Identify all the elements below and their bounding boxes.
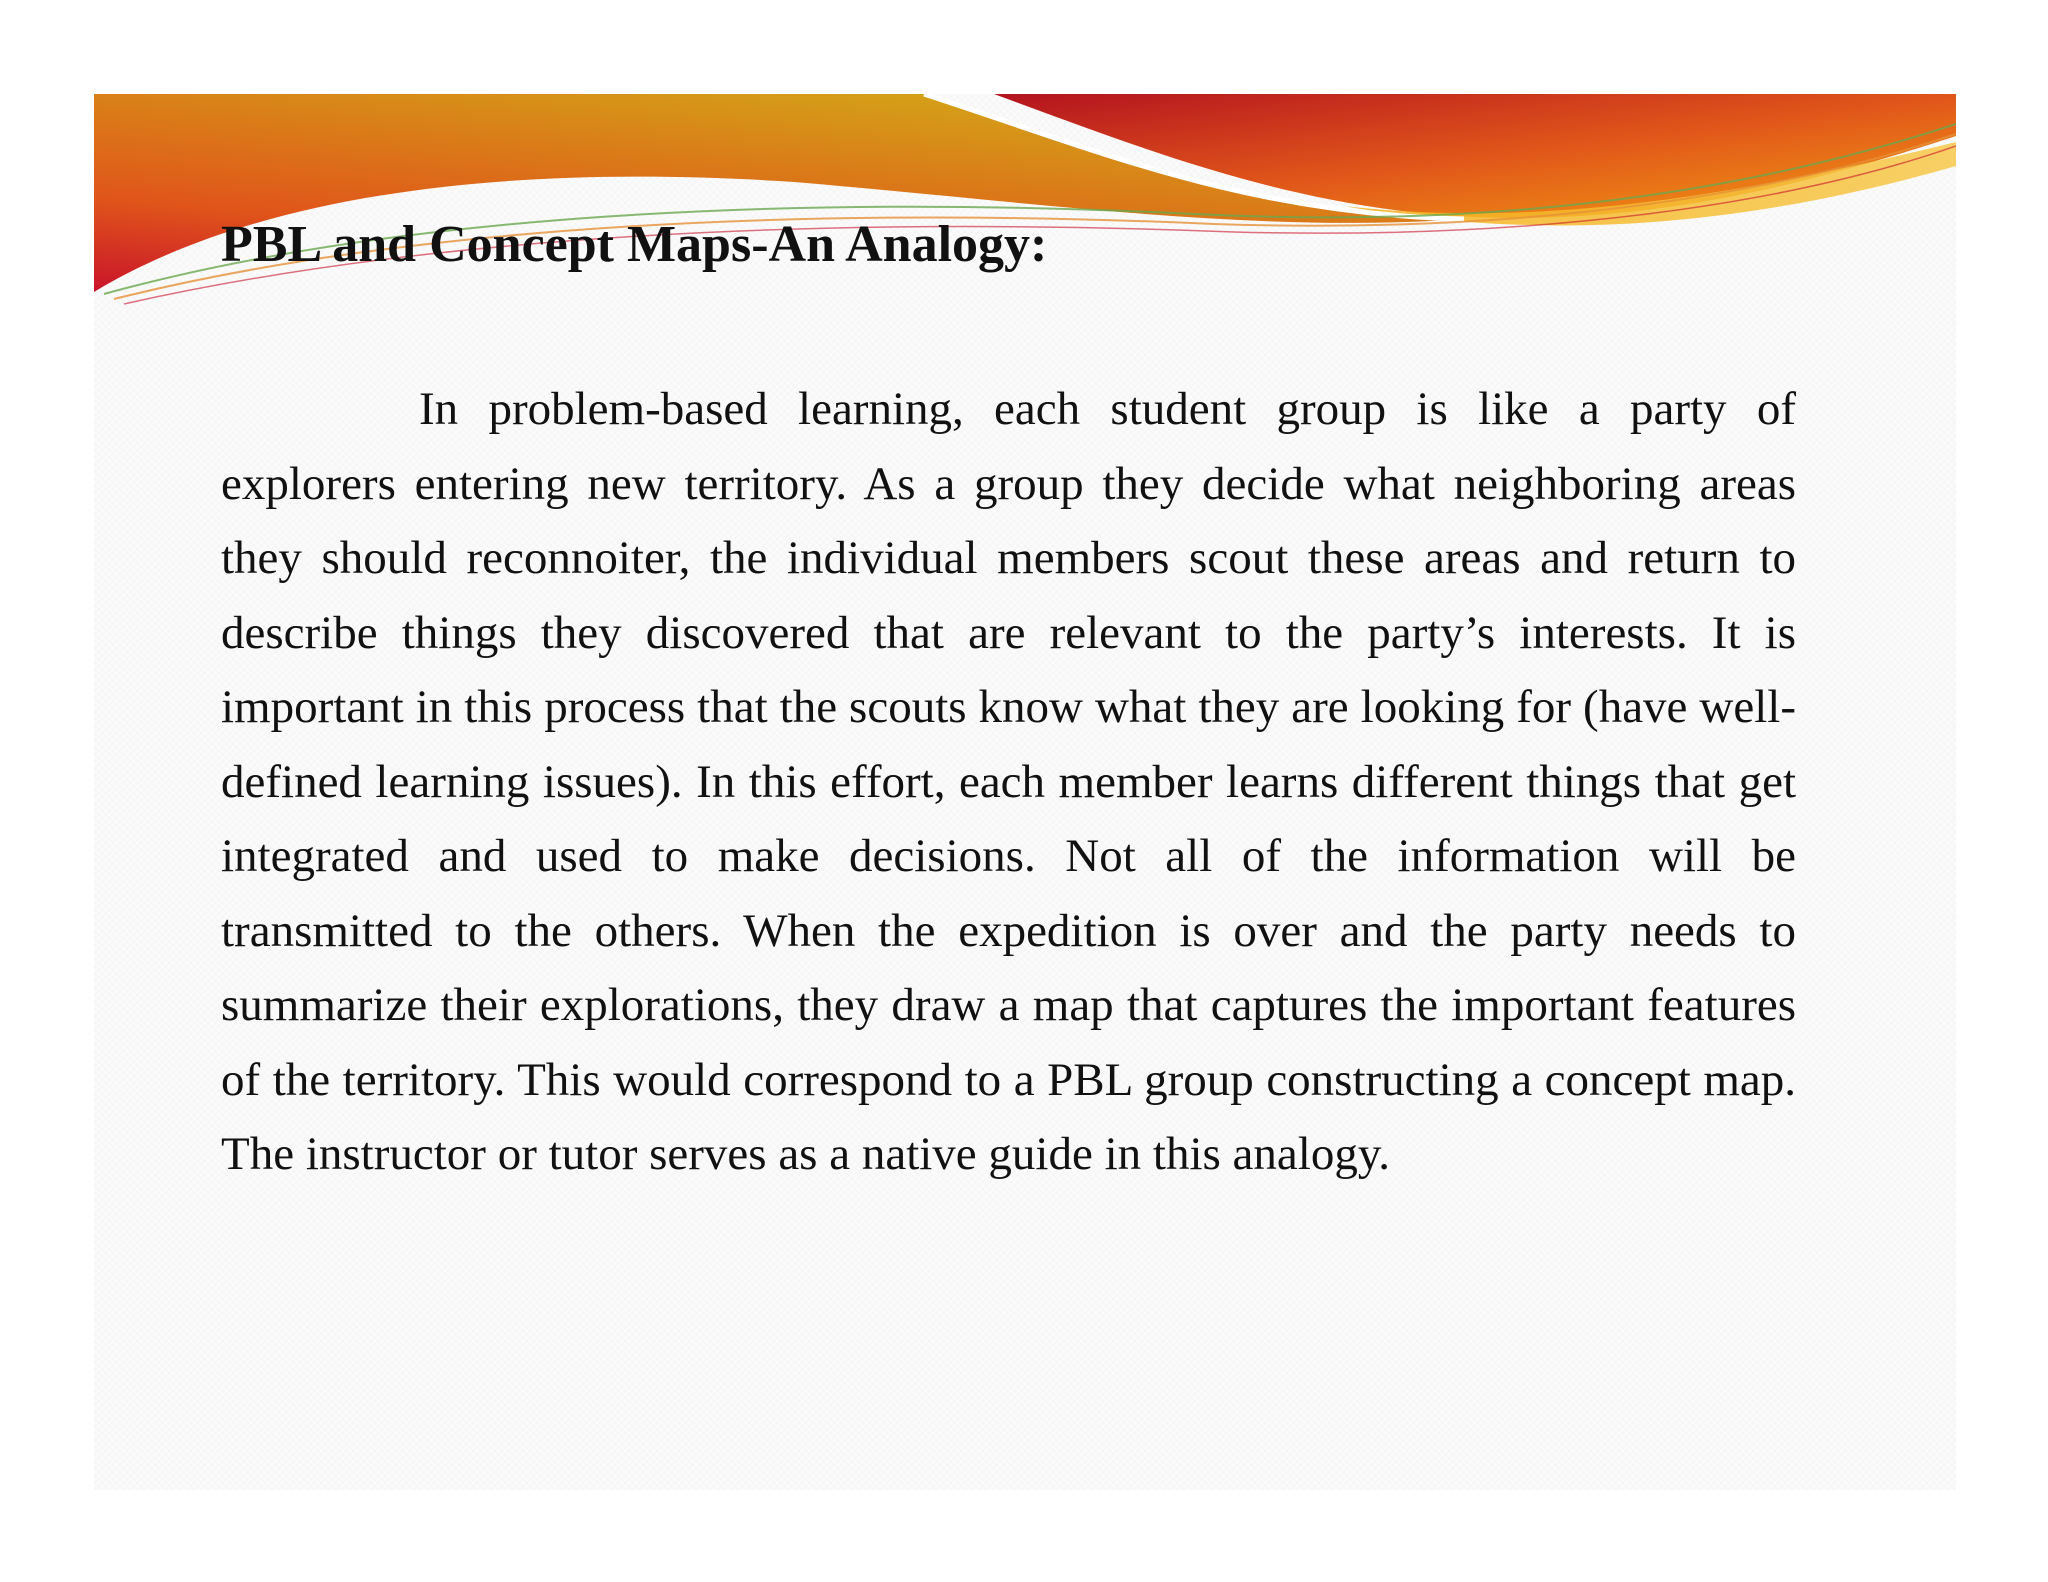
slide-title: PBL and Concept Maps-An Analogy: bbox=[221, 216, 1048, 273]
slide-body-paragraph: In problem-based learning, each student group is like a party of explorers entering new territory. As a group they decide what neighboring areas they should reconnoiter, the individual members scout these areas and return to describe things they discovered that are relevant to the party’s interests. It is important in this process that the scouts know what they are looking for (have well-defined learning issues). In this effort, each member learns different things that get integrated and used to make decisions. Not all of the information will be transmitted to the others. When the expedition is over and the party needs to summarize their explorations, they draw a map that captures the important features of the territory. This would correspond to a PBL group constructing a concept map. The instructor or tutor serves as a native guide in this analogy. bbox=[221, 383, 1796, 1180]
slide bbox=[94, 94, 1956, 1490]
wave-banner-decoration bbox=[94, 94, 1956, 324]
